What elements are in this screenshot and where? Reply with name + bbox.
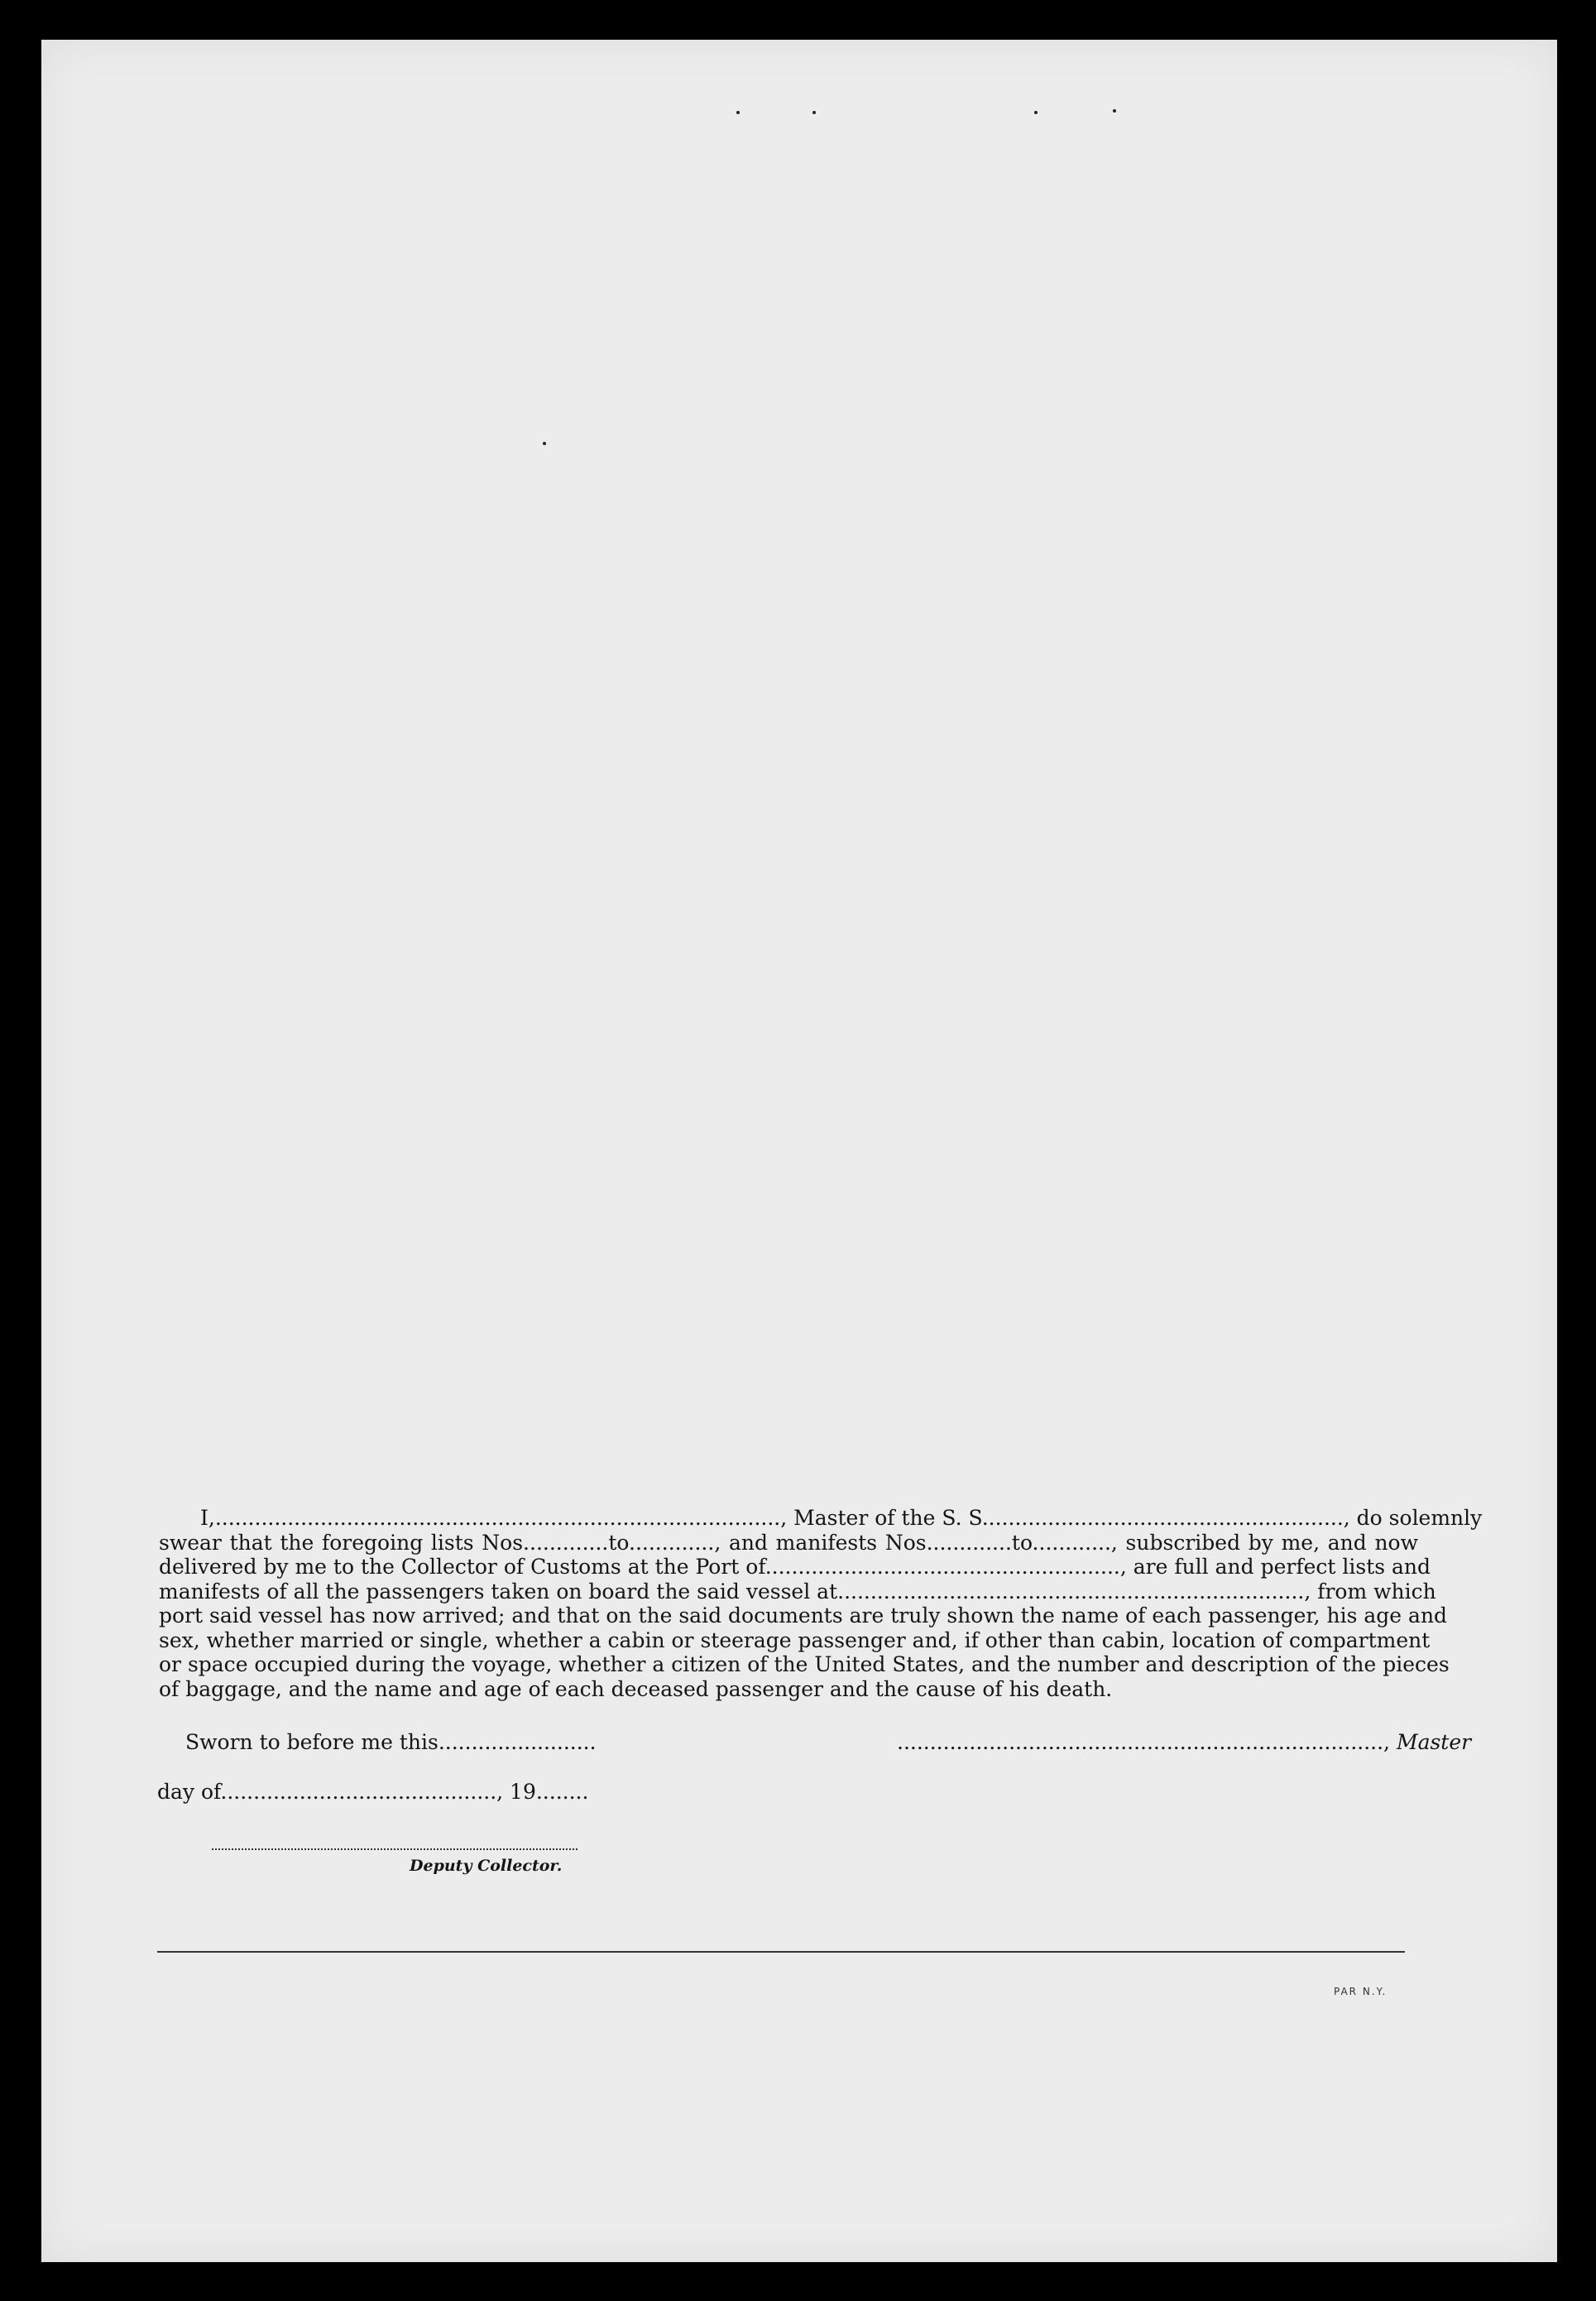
paper-sheet [41,40,1557,2262]
master-label: Master [1396,1730,1472,1754]
sworn-before-text: Sworn to before me this........................ [185,1730,597,1754]
oath-line: port said vessel has now arrived; and that on the said documents are truly shown the name of each passenger, his age and [159,1604,1448,1627]
ink-speck [736,111,740,114]
deputy-signature-line [212,1848,578,1850]
oath-line: I,......................................................................................, Master of the S. S......................................................., do solemnly [200,1506,1483,1530]
master-dots: .........................................................................., [897,1730,1391,1754]
oath-line: sex, whether married or single, whether a cabin or steerage passenger and, if other than cabin, location of compartment [159,1627,1431,1652]
deputy-collector-label: Deputy Collector. [410,1857,563,1875]
oath-line: delivered by me to the Collector of Customs at the Port of......................................................, are full and perfect lists and [159,1555,1431,1579]
ink-speck [812,111,816,114]
footer-rule [157,1951,1405,1953]
oath-line: swear that the foregoing lists Nos.............to............., and manifests Nos.............to............, subscribed by me, and now [159,1530,1418,1555]
oath-line: or space occupied during the voyage, whether a citizen of the United States, and the number and description of the pieces [159,1652,1450,1676]
oath-line: manifests of all the passengers taken on board the said vessel at......................................................................., from which [159,1579,1436,1604]
master-oath-paragraph [159,1506,1483,1701]
oath-line: of baggage, and the name and age of each deceased passenger and the cause of his death. [159,1676,1113,1701]
ink-speck [1034,111,1038,114]
master-signature-line [897,1730,1471,1754]
ink-speck [543,442,546,445]
day-of-text: day of.........................................., 19........ [157,1780,589,1804]
printer-imprint: PAR N.Y. [1334,1986,1388,1997]
ink-speck [1113,109,1116,113]
